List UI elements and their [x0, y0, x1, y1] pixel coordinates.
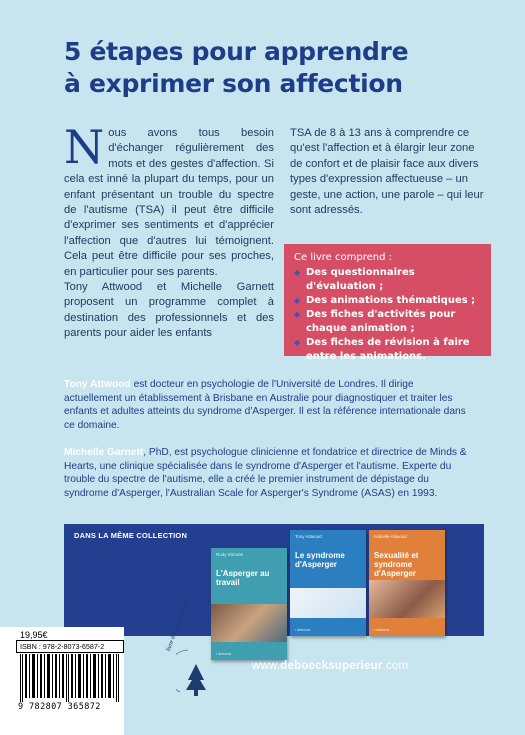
- barcode-image: [20, 654, 120, 702]
- intro-right-column: TSA de 8 à 13 ans à comprendre ce qu'est l'affection et à élargir leur zone de confort et de plaisir face aux divers types d'expression affectueuse – un geste, une action, une parole – qui leur sont adressés.: [290, 127, 484, 217]
- barcode-digits: 9 782807 365872: [18, 702, 101, 712]
- bio-text: est docteur en psychologie de l'Université de Londres. Il dirige actuellement un établissement à Brisbane en Australie pour diagnostiquer et traiter les enfants et adultes atteints du syndrome d'Asperger. Il est la référence internationale dans ce domaine.: [64, 379, 466, 431]
- isbn: ISBN : 978-2-8073-6587-2: [16, 640, 124, 653]
- contents-item: ◆ Des fiches de révision à faire entre les animations.: [294, 336, 481, 364]
- book-title: L'Asperger au travail: [216, 569, 270, 587]
- book-title: Sexualité et syndrome d'Asperger: [374, 551, 419, 578]
- bio-text: , PhD, est psychologue clinicienne et fondatrice et directrice de Minds & Hearts, une clinique spécialisée dans le syndrome d'Asperger et l'autisme. Experte du trouble du spectre de l'autisme, elle a créé le premier instrument de dépistage du syndrome d'Asperger, l'Australian Scale for Asperger's Syndrome (ASAS) en 1993.: [64, 447, 467, 499]
- collection-label: DANS LA MÊME COLLECTION: [74, 531, 188, 540]
- bio-tony-attwood: [64, 378, 474, 432]
- book-title: Le syndrome d'Asperger: [295, 551, 345, 569]
- book-photo: [211, 604, 287, 642]
- page-title: [64, 36, 484, 100]
- contents-item: ◆ Des animations thématiques ;: [294, 294, 481, 308]
- intro-text-2: Tony Attwood et Michelle Garnett proposent un programme complet à destination des professionnels et des parents pour aider les enfants: [64, 281, 274, 340]
- book-photo: [369, 580, 445, 618]
- contents-item: ◆ Des questionnaires d'évaluation ;: [294, 266, 481, 294]
- drop-cap: N: [64, 120, 105, 174]
- book-photo: [290, 588, 366, 618]
- price: 19,95€: [20, 630, 48, 640]
- book-publisher-logo: • deboeck: [374, 628, 390, 632]
- book-publisher-logo: • deboeck: [295, 628, 311, 632]
- website-prefix: www.: [252, 660, 281, 672]
- eco-label: [166, 598, 216, 702]
- book-cover: [290, 530, 366, 636]
- book-author: Rudy Simone: [216, 552, 244, 557]
- contents-box: [284, 244, 491, 362]
- book-cover: [369, 530, 445, 636]
- book-publisher-logo: • deboeck: [216, 652, 232, 656]
- bio-michelle-garnett: [64, 446, 474, 500]
- publisher-website[interactable]: [252, 660, 408, 672]
- author-name: Tony Attwood: [64, 379, 131, 390]
- book-cover: [211, 548, 287, 660]
- book-author: Isabelle Attwood: [374, 534, 407, 539]
- intro-text: ous avons tous besoin d'échanger régulièrement des mots et des gestes d'affection. Si cela est inné la plupart du temps, pour un enfant présentant un trouble du spectre de l'autisme (TSA) il peut être difficile d'exprimer ses sentiments et d'apprécier l'affection que d'autres lui témoignent. Cela peut être difficile pour ses proches, en particulier pour ses parents.: [64, 127, 274, 278]
- tree-icon: [176, 630, 216, 702]
- contents-box-title: Ce livre comprend :: [294, 252, 392, 263]
- book-author: Tony Attwood: [295, 534, 322, 539]
- website-suffix: .com: [382, 660, 409, 672]
- intro-left-column: [64, 120, 274, 342]
- website-brand: deboecksuperieur: [280, 660, 383, 672]
- title-line-2: à exprimer son affection: [64, 69, 403, 98]
- title-line-1: 5 étapes pour apprendre: [64, 37, 409, 66]
- author-name: Michelle Garnett: [64, 447, 144, 458]
- contents-list: [294, 266, 481, 364]
- contents-item: ◆ Des fiches d'activités pour chaque animation ;: [294, 308, 481, 336]
- eco-label-text: livre écoresponsable: [166, 598, 191, 653]
